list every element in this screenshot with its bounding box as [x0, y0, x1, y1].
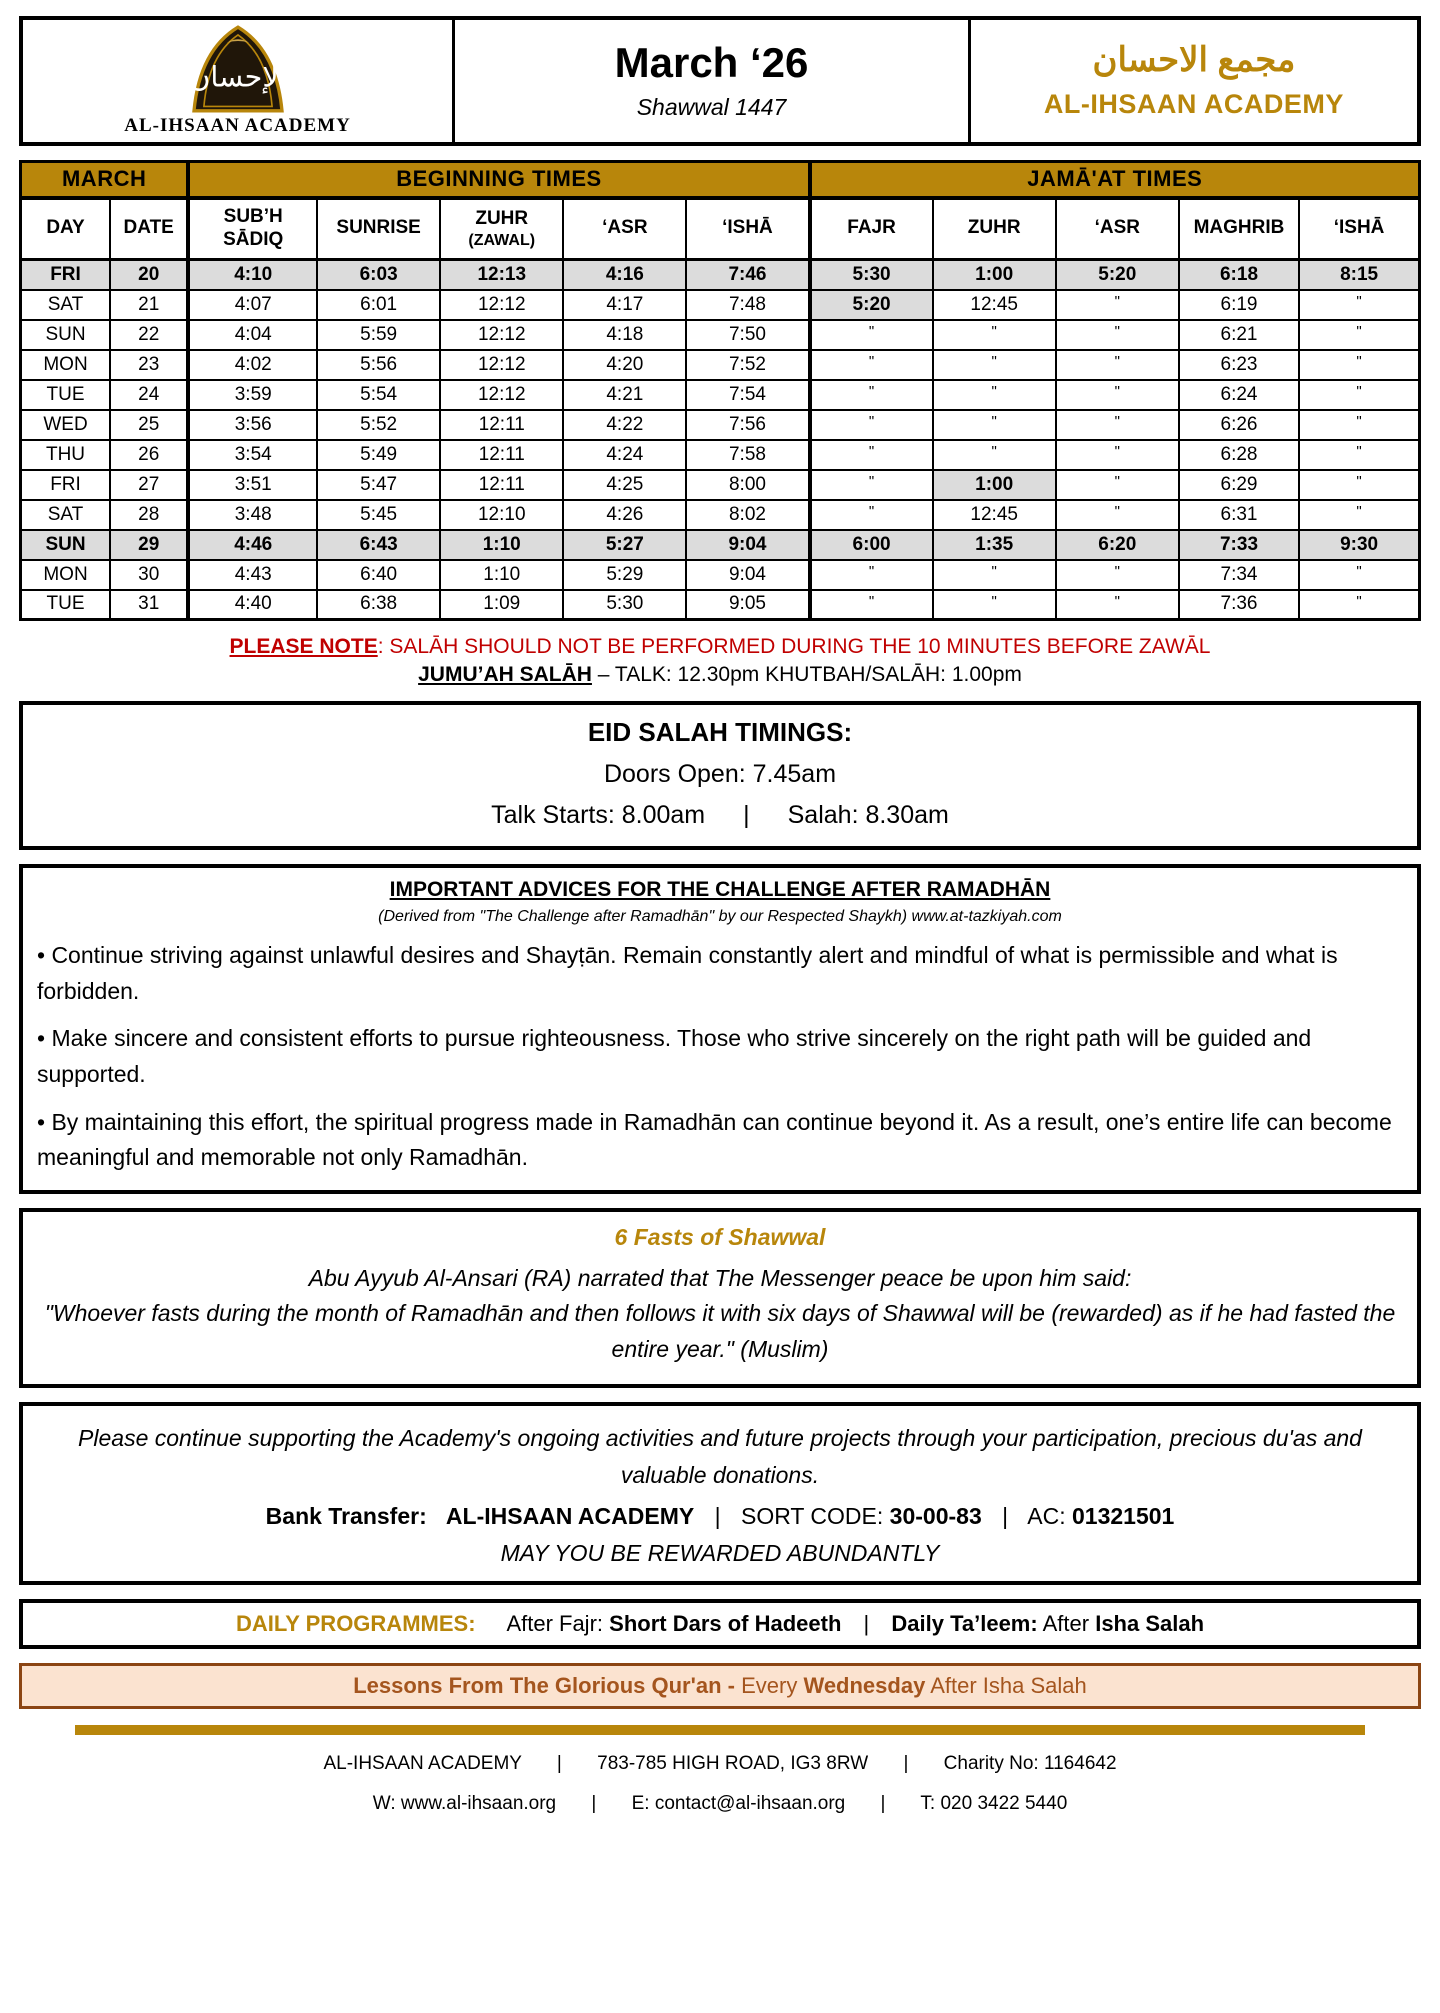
column-header: ‘ISHĀ — [686, 198, 809, 260]
time-cell: 12:12 — [440, 350, 563, 380]
time-cell: 4:18 — [563, 320, 686, 350]
taleem-prefix: After — [1042, 1611, 1090, 1637]
support-closing: MAY YOU BE REWARDED ABUNDANTLY — [500, 1540, 940, 1567]
footer-address: 783-785 HIGH ROAD, IG3 8RW — [597, 1753, 869, 1775]
time-cell: 4:04 — [188, 320, 317, 350]
time-cell: 7:54 — [686, 380, 809, 410]
column-header: ‘ISHĀ — [1299, 198, 1419, 260]
bank-account-name: AL-IHSAAN ACADEMY — [445, 1503, 695, 1530]
time-cell: 26 — [110, 440, 188, 470]
time-cell: 12:12 — [440, 380, 563, 410]
time-cell: " — [810, 470, 933, 500]
time-cell: MON — [21, 560, 111, 590]
time-cell: 8:00 — [686, 470, 809, 500]
time-cell: 3:59 — [188, 380, 317, 410]
time-cell: 7:33 — [1179, 530, 1299, 560]
title-cell — [455, 20, 971, 142]
column-header: ‘ASR — [1056, 198, 1179, 260]
fasts-hadith: "Whoever fasts during the month of Ramadhān and then follows it with six days of Shawwal will be (rewarded) as if he had fasted the entire year." (Muslim) — [44, 1300, 1396, 1363]
academy-name: AL-IHSAAN ACADEMY — [1043, 89, 1344, 120]
time-cell: 4:25 — [563, 470, 686, 500]
time-cell: 7:46 — [686, 260, 809, 290]
time-cell: " — [1299, 500, 1419, 530]
table-row — [21, 410, 1420, 440]
lessons-title: Lessons From The Glorious Qur'an - — [353, 1673, 735, 1699]
time-cell: 9:05 — [686, 590, 809, 620]
footer-phone: T: 020 3422 5440 — [920, 1793, 1068, 1815]
time-cell: " — [810, 350, 933, 380]
group-header-row — [21, 162, 1420, 198]
time-cell: 6:40 — [317, 560, 440, 590]
support-paragraph: Please continue supporting the Academy's ongoing activities and future projects through your participation, precious du'as and valuable donations. — [78, 1424, 1362, 1488]
time-cell: " — [1056, 410, 1179, 440]
time-cell: 12:10 — [440, 500, 563, 530]
fasts-narration: Abu Ayyub Al-Ansari (RA) narrated that The Messenger peace be upon him said: — [308, 1264, 1132, 1291]
bank-separator-2: | — [1002, 1503, 1009, 1530]
page-footer — [19, 1753, 1421, 1815]
daily-programmes-label: DAILY PROGRAMMES: — [235, 1611, 476, 1637]
time-cell: 3:48 — [188, 500, 317, 530]
eid-talk-starts: Talk Starts: 8.00am — [491, 801, 706, 829]
time-cell: 5:59 — [317, 320, 440, 350]
footer-separator-4: | — [880, 1793, 886, 1815]
time-cell: " — [933, 320, 1056, 350]
time-cell: " — [1299, 560, 1419, 590]
time-cell: 7:36 — [1179, 590, 1299, 620]
time-cell: " — [1056, 440, 1179, 470]
lessons-rest: After Isha Salah — [930, 1673, 1087, 1699]
time-cell: 5:20 — [1056, 260, 1179, 290]
time-cell: " — [933, 590, 1056, 620]
time-cell: 6:26 — [1179, 410, 1299, 440]
time-cell: 27 — [110, 470, 188, 500]
footer-email: E: contact@al-ihsaan.org — [631, 1793, 846, 1815]
please-note-text: : SALĀH SHOULD NOT BE PERFORMED DURING THE 10 MINUTES BEFORE ZAWĀL — [377, 635, 1211, 658]
time-cell: 4:40 — [188, 590, 317, 620]
time-cell: 5:49 — [317, 440, 440, 470]
time-cell: 28 — [110, 500, 188, 530]
fasts-box — [19, 1208, 1421, 1388]
time-cell: 4:02 — [188, 350, 317, 380]
time-cell: " — [1056, 560, 1179, 590]
time-cell: 1:09 — [440, 590, 563, 620]
time-cell: " — [810, 560, 933, 590]
time-cell: " — [933, 350, 1056, 380]
time-cell: " — [1299, 380, 1419, 410]
sort-code-label: SORT CODE: — [740, 1503, 884, 1530]
time-cell: 6:20 — [1056, 530, 1179, 560]
time-cell: " — [810, 410, 933, 440]
month-title: March ‘26 — [614, 39, 809, 87]
table-row — [21, 290, 1420, 320]
time-cell: " — [1056, 290, 1179, 320]
advices-subtitle: (Derived from "The Challenge after Ramadhān" by our Respected Shaykh) www.at-tazkiyah.com — [378, 908, 1062, 925]
time-cell: 12:11 — [440, 410, 563, 440]
time-cell: 6:43 — [317, 530, 440, 560]
time-cell: SUN — [21, 320, 111, 350]
time-cell: 12:11 — [440, 470, 563, 500]
table-row — [21, 380, 1420, 410]
time-cell: 4:46 — [188, 530, 317, 560]
brand-cell — [971, 20, 1417, 142]
column-header: SUB’H SĀDIQ — [188, 198, 317, 260]
column-header: FAJR — [810, 198, 933, 260]
time-cell: 3:51 — [188, 470, 317, 500]
after-fajr-value: Short Dars of Hadeeth — [609, 1611, 842, 1637]
time-cell: 5:29 — [563, 560, 686, 590]
time-cell: 4:24 — [563, 440, 686, 470]
lessons-day: Wednesday — [803, 1673, 926, 1699]
time-cell: " — [933, 380, 1056, 410]
time-cell: 7:50 — [686, 320, 809, 350]
time-cell: 9:04 — [686, 560, 809, 590]
time-cell: 3:56 — [188, 410, 317, 440]
time-cell: 5:30 — [563, 590, 686, 620]
eid-salah-time: Salah: 8.30am — [787, 801, 949, 829]
lessons-bar — [19, 1663, 1421, 1709]
table-row — [21, 260, 1420, 290]
time-cell: 5:30 — [810, 260, 933, 290]
column-header-row — [21, 198, 1420, 260]
time-cell: 30 — [110, 560, 188, 590]
time-cell: 6:28 — [1179, 440, 1299, 470]
time-cell: 7:52 — [686, 350, 809, 380]
time-cell: 5:20 — [810, 290, 933, 320]
time-cell: SAT — [21, 290, 111, 320]
time-cell: THU — [21, 440, 111, 470]
lessons-every: Every — [741, 1673, 798, 1699]
time-cell: " — [1299, 470, 1419, 500]
time-cell: MON — [21, 350, 111, 380]
table-row — [21, 590, 1420, 620]
time-cell: 7:56 — [686, 410, 809, 440]
group-header-jamaat-times: JAMĀ'AT TIMES — [810, 162, 1420, 198]
time-cell: 4:20 — [563, 350, 686, 380]
time-cell: 6:18 — [1179, 260, 1299, 290]
table-row — [21, 560, 1420, 590]
logo-caption: AL-IHSAAN ACADEMY — [124, 115, 351, 136]
bank-transfer-label: Bank Transfer: — [265, 1503, 427, 1530]
advice-bullet-2: • Make sincere and consistent efforts to pursue righteousness. Those who strive sincerely on the right path will be guided and supported. — [37, 1025, 1312, 1087]
footer-separator-3: | — [591, 1793, 597, 1815]
time-cell: " — [1056, 470, 1179, 500]
notes — [19, 635, 1421, 687]
jumuah-label: JUMU’AH SALĀH — [418, 663, 592, 686]
time-cell: 9:04 — [686, 530, 809, 560]
column-header: ZUHR (ZAWAL) — [440, 198, 563, 260]
time-cell: 25 — [110, 410, 188, 440]
time-cell: " — [1299, 410, 1419, 440]
time-cell: " — [810, 380, 933, 410]
daily-programmes-bar — [19, 1599, 1421, 1649]
time-cell: " — [810, 440, 933, 470]
time-cell: " — [1056, 500, 1179, 530]
column-header: ‘ASR — [563, 198, 686, 260]
footer-line-1 — [19, 1753, 1421, 1775]
time-cell: 3:54 — [188, 440, 317, 470]
footer-separator-1: | — [556, 1753, 562, 1775]
table-row — [21, 530, 1420, 560]
column-header: MAGHRIB — [1179, 198, 1299, 260]
time-cell: 4:21 — [563, 380, 686, 410]
footer-separator-2: | — [903, 1753, 909, 1775]
time-cell: 4:16 — [563, 260, 686, 290]
time-cell: 7:34 — [1179, 560, 1299, 590]
please-note-label: PLEASE NOTE — [229, 635, 378, 658]
time-cell: 7:58 — [686, 440, 809, 470]
gold-divider — [75, 1725, 1365, 1735]
account-value: 01321501 — [1071, 1503, 1175, 1530]
time-cell: 6:38 — [317, 590, 440, 620]
time-cell: 6:21 — [1179, 320, 1299, 350]
time-cell: 5:56 — [317, 350, 440, 380]
time-cell: FRI — [21, 470, 111, 500]
time-cell: 12:13 — [440, 260, 563, 290]
advice-bullet-3: • By maintaining this effort, the spiritual progress made in Ramadhān can continue beyond it. As a result, one’s entire life can become meaningful and memorable not only Ramadhān. — [37, 1108, 1392, 1171]
column-header: DATE — [110, 198, 188, 260]
time-cell: 5:27 — [563, 530, 686, 560]
time-cell: 1:00 — [933, 260, 1056, 290]
time-cell: 6:19 — [1179, 290, 1299, 320]
time-cell: 12:12 — [440, 320, 563, 350]
fasts-title: 6 Fasts of Shawwal — [614, 1223, 826, 1250]
bank-separator-1: | — [714, 1503, 721, 1530]
hijri-subtitle: Shawwal 1447 — [636, 93, 787, 120]
time-cell: " — [1299, 440, 1419, 470]
time-cell: 20 — [110, 260, 188, 290]
time-cell: " — [810, 500, 933, 530]
footer-org: AL-IHSAAN ACADEMY — [323, 1753, 522, 1775]
column-header: SUNRISE — [317, 198, 440, 260]
time-cell: 12:45 — [933, 500, 1056, 530]
advice-bullet-1: • Continue striving against unlawful desires and Shayṭān. Remain constantly alert and mindful of what is permissible and what is forbidden. — [37, 942, 1338, 1004]
after-fajr-label: After Fajr: — [506, 1611, 604, 1637]
bank-details-line — [43, 1503, 1397, 1530]
prayer-timetable — [19, 160, 1421, 621]
eid-title: EID SALAH TIMINGS: — [587, 717, 853, 747]
time-cell: 1:35 — [933, 530, 1056, 560]
advices-box — [19, 864, 1421, 1194]
time-cell: 6:01 — [317, 290, 440, 320]
table-row — [21, 500, 1420, 530]
time-cell: 4:22 — [563, 410, 686, 440]
time-cell: 5:54 — [317, 380, 440, 410]
jumuah-note — [19, 663, 1421, 687]
please-note — [19, 635, 1421, 659]
time-cell: " — [1299, 290, 1419, 320]
time-cell: 7:48 — [686, 290, 809, 320]
time-cell: 12:12 — [440, 290, 563, 320]
eid-salah-box — [19, 701, 1421, 850]
eid-doors-open: Doors Open: 7.45am — [603, 760, 837, 788]
account-label: AC: — [1027, 1503, 1066, 1530]
time-cell: 6:03 — [317, 260, 440, 290]
time-cell: 24 — [110, 380, 188, 410]
time-cell: FRI — [21, 260, 111, 290]
timetable-body — [21, 260, 1420, 620]
time-cell: 4:10 — [188, 260, 317, 290]
time-cell: " — [810, 590, 933, 620]
time-cell: 4:07 — [188, 290, 317, 320]
jumuah-text: – TALK: 12.30pm KHUTBAH/SALĀH: 1.00pm — [591, 663, 1022, 686]
time-cell: 6:31 — [1179, 500, 1299, 530]
column-header: ZUHR — [933, 198, 1056, 260]
time-cell: 5:47 — [317, 470, 440, 500]
time-cell: 12:11 — [440, 440, 563, 470]
time-cell: " — [933, 560, 1056, 590]
table-row — [21, 320, 1420, 350]
taleem-label: Daily Ta’leem: — [891, 1611, 1038, 1637]
programmes-separator: | — [863, 1611, 870, 1637]
time-cell: 4:26 — [563, 500, 686, 530]
logo-cell — [23, 20, 455, 142]
sort-code-value: 30-00-83 — [889, 1503, 982, 1530]
footer-charity: Charity No: 1164642 — [943, 1753, 1117, 1775]
time-cell: 8:15 — [1299, 260, 1419, 290]
group-header-march: MARCH — [21, 162, 189, 198]
time-cell: " — [1299, 350, 1419, 380]
column-header: DAY — [21, 198, 111, 260]
time-cell: " — [933, 410, 1056, 440]
time-cell: SAT — [21, 500, 111, 530]
academy-logo-icon — [172, 25, 304, 113]
time-cell: 23 — [110, 350, 188, 380]
time-cell: " — [933, 440, 1056, 470]
time-cell: " — [1056, 350, 1179, 380]
group-header-beginning-times: BEGINNING TIMES — [188, 162, 809, 198]
eid-talk-salah-line — [33, 801, 1407, 830]
time-cell: 1:00 — [933, 470, 1056, 500]
time-cell: 31 — [110, 590, 188, 620]
time-cell: " — [810, 320, 933, 350]
time-cell: 22 — [110, 320, 188, 350]
time-cell: 29 — [110, 530, 188, 560]
time-cell: WED — [21, 410, 111, 440]
time-cell: TUE — [21, 380, 111, 410]
arabic-title: مجمع الاحسان — [1092, 40, 1296, 79]
time-cell: 6:29 — [1179, 470, 1299, 500]
time-cell: " — [1299, 320, 1419, 350]
time-cell: 5:45 — [317, 500, 440, 530]
time-cell: SUN — [21, 530, 111, 560]
table-row — [21, 350, 1420, 380]
time-cell: 6:24 — [1179, 380, 1299, 410]
time-cell: 5:52 — [317, 410, 440, 440]
time-cell: " — [1056, 590, 1179, 620]
time-cell: 4:17 — [563, 290, 686, 320]
time-cell: " — [1299, 590, 1419, 620]
time-cell: 1:10 — [440, 530, 563, 560]
time-cell: 21 — [110, 290, 188, 320]
advices-title: IMPORTANT ADVICES FOR THE CHALLENGE AFTER RAMADHĀN — [389, 878, 1051, 901]
time-cell: TUE — [21, 590, 111, 620]
page-header — [19, 16, 1421, 146]
svg-text:الإحسان: الإحسان — [188, 59, 287, 94]
time-cell: 1:10 — [440, 560, 563, 590]
table-row — [21, 440, 1420, 470]
support-box — [19, 1402, 1421, 1586]
footer-website: W: www.al-ihsaan.org — [372, 1793, 557, 1815]
eid-separator: | — [743, 801, 750, 829]
time-cell: " — [1056, 380, 1179, 410]
footer-line-2 — [19, 1793, 1421, 1815]
time-cell: 9:30 — [1299, 530, 1419, 560]
time-cell: 6:00 — [810, 530, 933, 560]
time-cell: 6:23 — [1179, 350, 1299, 380]
time-cell: " — [1056, 320, 1179, 350]
time-cell: 12:45 — [933, 290, 1056, 320]
time-cell: 8:02 — [686, 500, 809, 530]
time-cell: 4:43 — [188, 560, 317, 590]
taleem-value: Isha Salah — [1095, 1611, 1205, 1637]
table-row — [21, 470, 1420, 500]
